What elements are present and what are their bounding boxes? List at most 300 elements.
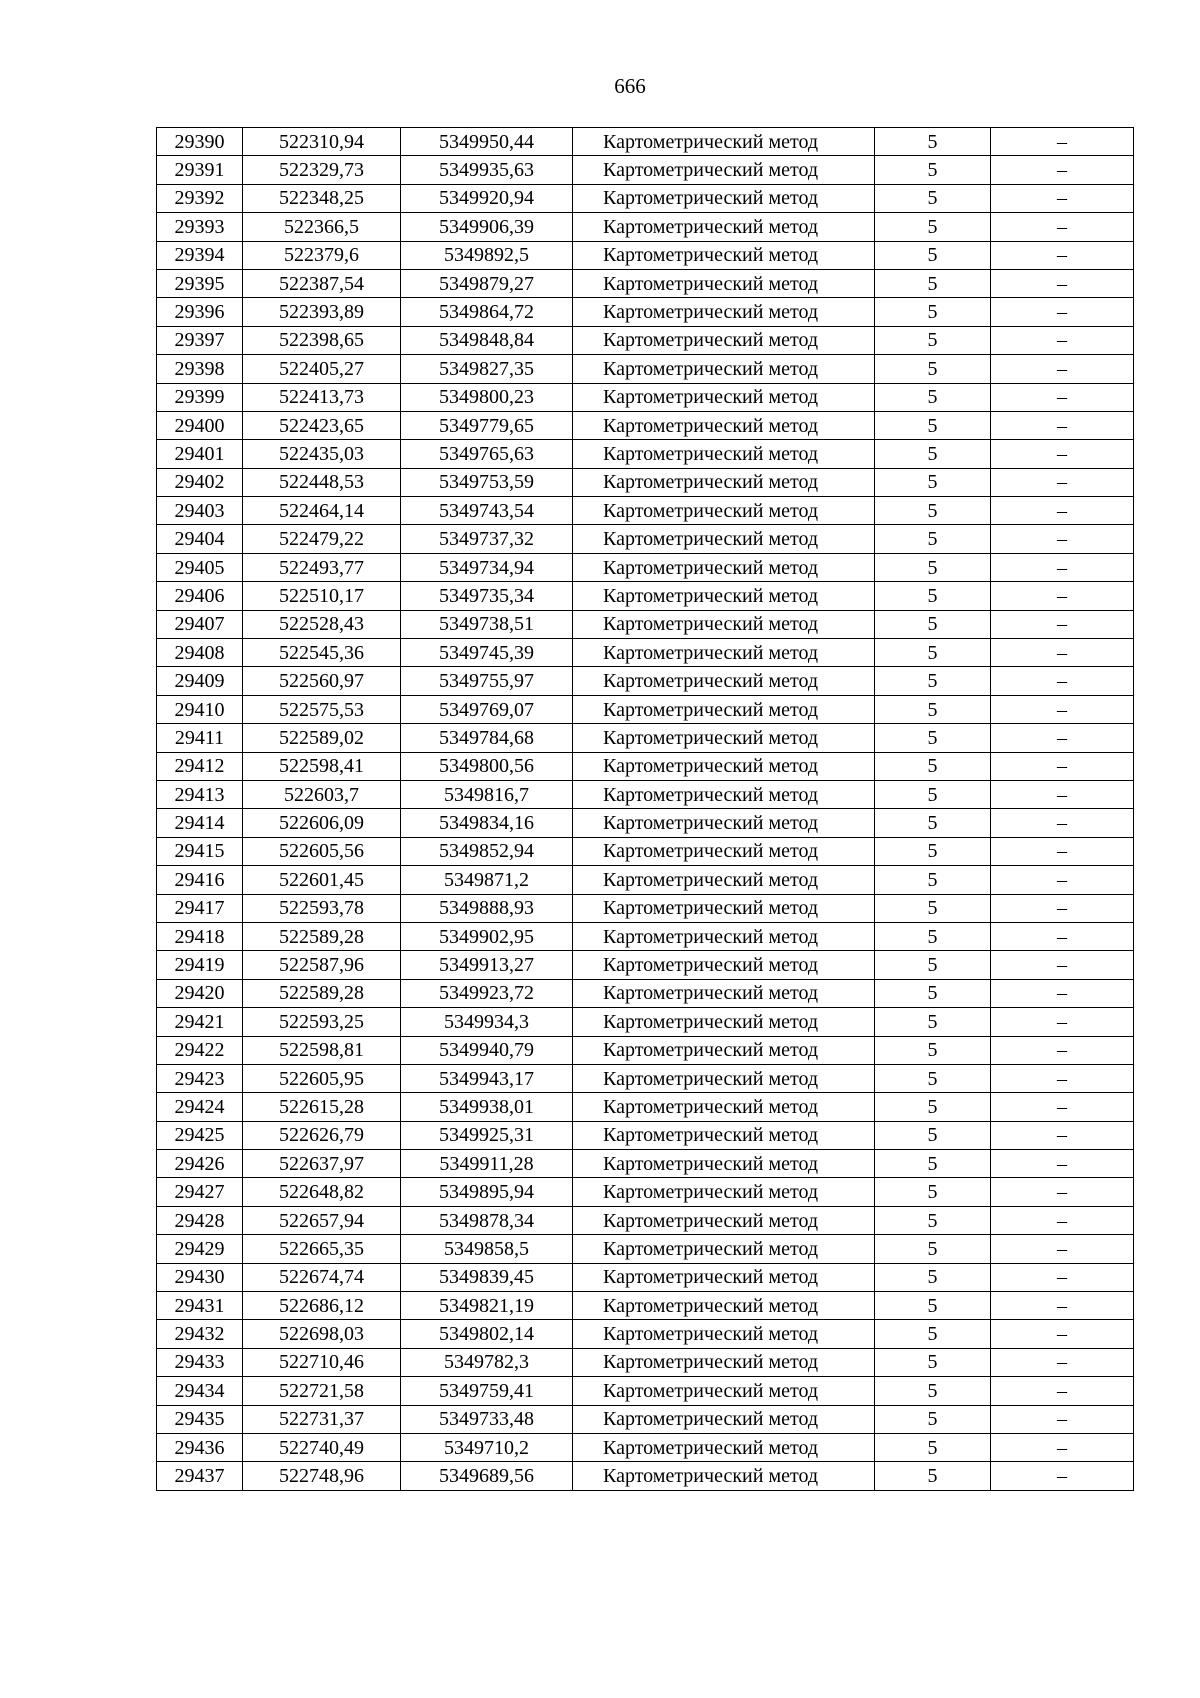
accuracy-cell: 5 [875, 525, 991, 553]
point-number-cell: 29431 [157, 1292, 243, 1320]
method-cell: Картометрический метод [573, 667, 875, 695]
table-row [157, 866, 1134, 894]
accuracy-cell: 5 [875, 241, 991, 269]
method-cell: Картометрический метод [573, 525, 875, 553]
method-cell: Картометрический метод [573, 951, 875, 979]
coordinate-x-cell: 522310,94 [243, 128, 401, 156]
coordinate-x-cell: 522423,65 [243, 411, 401, 439]
coordinate-x-cell: 522593,25 [243, 1008, 401, 1036]
method-cell: Картометрический метод [573, 1320, 875, 1348]
accuracy-cell: 5 [875, 440, 991, 468]
coordinate-x-cell: 522721,58 [243, 1377, 401, 1405]
table-row [157, 213, 1134, 241]
coordinate-y-cell: 5349920,94 [401, 184, 573, 212]
point-number-cell: 29426 [157, 1150, 243, 1178]
method-cell: Картометрический метод [573, 411, 875, 439]
table-row [157, 1405, 1134, 1433]
accuracy-cell: 5 [875, 1433, 991, 1461]
method-cell: Картометрический метод [573, 269, 875, 297]
coordinate-y-cell: 5349923,72 [401, 979, 573, 1007]
point-number-cell: 29400 [157, 411, 243, 439]
note-cell: – [991, 525, 1134, 553]
table-row [157, 1150, 1134, 1178]
accuracy-cell: 5 [875, 128, 991, 156]
coordinate-y-cell: 5349710,2 [401, 1433, 573, 1461]
table-row [157, 582, 1134, 610]
point-number-cell: 29409 [157, 667, 243, 695]
accuracy-cell: 5 [875, 866, 991, 894]
coordinate-y-cell: 5349755,97 [401, 667, 573, 695]
table-row [157, 326, 1134, 354]
coordinate-y-cell: 5349765,63 [401, 440, 573, 468]
coordinate-x-cell: 522366,5 [243, 213, 401, 241]
accuracy-cell: 5 [875, 326, 991, 354]
coordinate-x-cell: 522731,37 [243, 1405, 401, 1433]
note-cell: – [991, 156, 1134, 184]
method-cell: Картометрический метод [573, 610, 875, 638]
coordinate-y-cell: 5349858,5 [401, 1235, 573, 1263]
accuracy-cell: 5 [875, 411, 991, 439]
accuracy-cell: 5 [875, 497, 991, 525]
note-cell: – [991, 1292, 1134, 1320]
accuracy-cell: 5 [875, 1377, 991, 1405]
coordinate-x-cell: 522674,74 [243, 1263, 401, 1291]
accuracy-cell: 5 [875, 553, 991, 581]
note-cell: – [991, 639, 1134, 667]
coordinate-x-cell: 522560,97 [243, 667, 401, 695]
method-cell: Картометрический метод [573, 128, 875, 156]
point-number-cell: 29421 [157, 1008, 243, 1036]
note-cell: – [991, 298, 1134, 326]
table-row [157, 411, 1134, 439]
point-number-cell: 29422 [157, 1036, 243, 1064]
note-cell: – [991, 1093, 1134, 1121]
coordinate-y-cell: 5349802,14 [401, 1320, 573, 1348]
accuracy-cell: 5 [875, 639, 991, 667]
coordinate-x-cell: 522348,25 [243, 184, 401, 212]
accuracy-cell: 5 [875, 809, 991, 837]
point-number-cell: 29417 [157, 894, 243, 922]
coordinate-y-cell: 5349940,79 [401, 1036, 573, 1064]
coordinate-x-cell: 522587,96 [243, 951, 401, 979]
point-number-cell: 29416 [157, 866, 243, 894]
coordinate-x-cell: 522598,81 [243, 1036, 401, 1064]
note-cell: – [991, 1064, 1134, 1092]
table-row [157, 809, 1134, 837]
table-row [157, 610, 1134, 638]
note-cell: – [991, 809, 1134, 837]
table-row [157, 1121, 1134, 1149]
coordinate-x-cell: 522379,6 [243, 241, 401, 269]
point-number-cell: 29412 [157, 752, 243, 780]
method-cell: Картометрический метод [573, 241, 875, 269]
accuracy-cell: 5 [875, 724, 991, 752]
coordinate-x-cell: 522575,53 [243, 695, 401, 723]
accuracy-cell: 5 [875, 1263, 991, 1291]
accuracy-cell: 5 [875, 468, 991, 496]
coordinate-x-cell: 522626,79 [243, 1121, 401, 1149]
table-row [157, 1320, 1134, 1348]
coordinate-y-cell: 5349784,68 [401, 724, 573, 752]
coordinate-y-cell: 5349879,27 [401, 269, 573, 297]
table-row [157, 979, 1134, 1007]
table-row [157, 1348, 1134, 1376]
accuracy-cell: 5 [875, 1008, 991, 1036]
point-number-cell: 29413 [157, 780, 243, 808]
coordinate-y-cell: 5349779,65 [401, 411, 573, 439]
point-number-cell: 29430 [157, 1263, 243, 1291]
coordinate-y-cell: 5349902,95 [401, 922, 573, 950]
point-number-cell: 29435 [157, 1405, 243, 1433]
coordinate-x-cell: 522710,46 [243, 1348, 401, 1376]
point-number-cell: 29406 [157, 582, 243, 610]
accuracy-cell: 5 [875, 1121, 991, 1149]
method-cell: Картометрический метод [573, 213, 875, 241]
point-number-cell: 29403 [157, 497, 243, 525]
accuracy-cell: 5 [875, 383, 991, 411]
coordinate-y-cell: 5349738,51 [401, 610, 573, 638]
method-cell: Картометрический метод [573, 1206, 875, 1234]
accuracy-cell: 5 [875, 1150, 991, 1178]
point-number-cell: 29433 [157, 1348, 243, 1376]
table-row [157, 639, 1134, 667]
point-number-cell: 29397 [157, 326, 243, 354]
note-cell: – [991, 468, 1134, 496]
note-cell: – [991, 1008, 1134, 1036]
coordinate-x-cell: 522493,77 [243, 553, 401, 581]
method-cell: Картометрический метод [573, 1433, 875, 1461]
coordinate-y-cell: 5349938,01 [401, 1093, 573, 1121]
coordinate-y-cell: 5349864,72 [401, 298, 573, 326]
note-cell: – [991, 610, 1134, 638]
coordinate-x-cell: 522598,41 [243, 752, 401, 780]
note-cell: – [991, 213, 1134, 241]
method-cell: Картометрический метод [573, 639, 875, 667]
coordinates-table-body [157, 128, 1134, 1491]
method-cell: Картометрический метод [573, 497, 875, 525]
coordinate-x-cell: 522603,7 [243, 780, 401, 808]
coordinate-x-cell: 522435,03 [243, 440, 401, 468]
coordinate-y-cell: 5349925,31 [401, 1121, 573, 1149]
method-cell: Картометрический метод [573, 780, 875, 808]
coordinate-x-cell: 522740,49 [243, 1433, 401, 1461]
method-cell: Картометрический метод [573, 1121, 875, 1149]
accuracy-cell: 5 [875, 979, 991, 1007]
table-row [157, 553, 1134, 581]
accuracy-cell: 5 [875, 1064, 991, 1092]
note-cell: – [991, 1405, 1134, 1433]
method-cell: Картометрический метод [573, 440, 875, 468]
point-number-cell: 29401 [157, 440, 243, 468]
note-cell: – [991, 1121, 1134, 1149]
method-cell: Картометрический метод [573, 866, 875, 894]
accuracy-cell: 5 [875, 1206, 991, 1234]
method-cell: Картометрический метод [573, 922, 875, 950]
note-cell: – [991, 695, 1134, 723]
table-row [157, 922, 1134, 950]
note-cell: – [991, 951, 1134, 979]
note-cell: – [991, 440, 1134, 468]
accuracy-cell: 5 [875, 1462, 991, 1490]
method-cell: Картометрический метод [573, 1292, 875, 1320]
coordinate-y-cell: 5349735,34 [401, 582, 573, 610]
coordinate-x-cell: 522593,78 [243, 894, 401, 922]
point-number-cell: 29414 [157, 809, 243, 837]
coordinate-y-cell: 5349906,39 [401, 213, 573, 241]
accuracy-cell: 5 [875, 780, 991, 808]
coordinate-x-cell: 522405,27 [243, 355, 401, 383]
table-row [157, 383, 1134, 411]
note-cell: – [991, 922, 1134, 950]
note-cell: – [991, 383, 1134, 411]
point-number-cell: 29411 [157, 724, 243, 752]
note-cell: – [991, 866, 1134, 894]
coordinate-y-cell: 5349892,5 [401, 241, 573, 269]
table-row [157, 1263, 1134, 1291]
point-number-cell: 29427 [157, 1178, 243, 1206]
coordinate-y-cell: 5349895,94 [401, 1178, 573, 1206]
coordinate-x-cell: 522637,97 [243, 1150, 401, 1178]
point-number-cell: 29437 [157, 1462, 243, 1490]
point-number-cell: 29399 [157, 383, 243, 411]
coordinate-x-cell: 522589,02 [243, 724, 401, 752]
method-cell: Картометрический метод [573, 837, 875, 865]
coordinate-x-cell: 522387,54 [243, 269, 401, 297]
coordinate-x-cell: 522615,28 [243, 1093, 401, 1121]
table-row [157, 780, 1134, 808]
coordinate-y-cell: 5349759,41 [401, 1377, 573, 1405]
table-row [157, 184, 1134, 212]
coordinate-y-cell: 5349733,48 [401, 1405, 573, 1433]
accuracy-cell: 5 [875, 355, 991, 383]
note-cell: – [991, 837, 1134, 865]
point-number-cell: 29398 [157, 355, 243, 383]
point-number-cell: 29429 [157, 1235, 243, 1263]
note-cell: – [991, 1263, 1134, 1291]
note-cell: – [991, 355, 1134, 383]
accuracy-cell: 5 [875, 922, 991, 950]
accuracy-cell: 5 [875, 1093, 991, 1121]
point-number-cell: 29419 [157, 951, 243, 979]
accuracy-cell: 5 [875, 1235, 991, 1263]
table-row [157, 1377, 1134, 1405]
coordinate-x-cell: 522605,56 [243, 837, 401, 865]
table-row [157, 355, 1134, 383]
accuracy-cell: 5 [875, 951, 991, 979]
method-cell: Картометрический метод [573, 1235, 875, 1263]
accuracy-cell: 5 [875, 298, 991, 326]
note-cell: – [991, 752, 1134, 780]
table-row [157, 724, 1134, 752]
note-cell: – [991, 1320, 1134, 1348]
table-row [157, 156, 1134, 184]
coordinate-y-cell: 5349934,3 [401, 1008, 573, 1036]
coordinate-x-cell: 522665,35 [243, 1235, 401, 1263]
coordinate-y-cell: 5349911,28 [401, 1150, 573, 1178]
note-cell: – [991, 269, 1134, 297]
method-cell: Картометрический метод [573, 1008, 875, 1036]
coordinate-y-cell: 5349821,19 [401, 1292, 573, 1320]
table-row [157, 1064, 1134, 1092]
note-cell: – [991, 553, 1134, 581]
table-row [157, 667, 1134, 695]
coordinate-y-cell: 5349737,32 [401, 525, 573, 553]
accuracy-cell: 5 [875, 582, 991, 610]
coordinate-y-cell: 5349848,84 [401, 326, 573, 354]
coordinate-x-cell: 522510,17 [243, 582, 401, 610]
coordinate-x-cell: 522589,28 [243, 922, 401, 950]
accuracy-cell: 5 [875, 1292, 991, 1320]
table-row [157, 1235, 1134, 1263]
method-cell: Картометрический метод [573, 1348, 875, 1376]
note-cell: – [991, 1462, 1134, 1490]
note-cell: – [991, 1036, 1134, 1064]
coordinate-x-cell: 522393,89 [243, 298, 401, 326]
coordinate-x-cell: 522464,14 [243, 497, 401, 525]
method-cell: Картометрический метод [573, 1093, 875, 1121]
accuracy-cell: 5 [875, 837, 991, 865]
table-row [157, 752, 1134, 780]
method-cell: Картометрический метод [573, 1178, 875, 1206]
coordinate-y-cell: 5349839,45 [401, 1263, 573, 1291]
page-number: 666 [614, 74, 646, 98]
coordinate-y-cell: 5349689,56 [401, 1462, 573, 1490]
method-cell: Картометрический метод [573, 326, 875, 354]
coordinate-x-cell: 522413,73 [243, 383, 401, 411]
method-cell: Картометрический метод [573, 355, 875, 383]
table-row [157, 1462, 1134, 1490]
table-row [157, 951, 1134, 979]
point-number-cell: 29395 [157, 269, 243, 297]
method-cell: Картометрический метод [573, 383, 875, 411]
point-number-cell: 29415 [157, 837, 243, 865]
point-number-cell: 29390 [157, 128, 243, 156]
coordinate-y-cell: 5349888,93 [401, 894, 573, 922]
note-cell: – [991, 724, 1134, 752]
accuracy-cell: 5 [875, 667, 991, 695]
accuracy-cell: 5 [875, 695, 991, 723]
note-cell: – [991, 979, 1134, 1007]
table-row [157, 298, 1134, 326]
table-row [157, 128, 1134, 156]
note-cell: – [991, 1235, 1134, 1263]
accuracy-cell: 5 [875, 1036, 991, 1064]
coordinate-y-cell: 5349913,27 [401, 951, 573, 979]
coordinate-x-cell: 522657,94 [243, 1206, 401, 1234]
coordinate-y-cell: 5349852,94 [401, 837, 573, 865]
table-row [157, 894, 1134, 922]
coordinate-x-cell: 522748,96 [243, 1462, 401, 1490]
method-cell: Картометрический метод [573, 894, 875, 922]
note-cell: – [991, 1348, 1134, 1376]
point-number-cell: 29428 [157, 1206, 243, 1234]
accuracy-cell: 5 [875, 269, 991, 297]
accuracy-cell: 5 [875, 1178, 991, 1206]
table-row [157, 1433, 1134, 1461]
point-number-cell: 29420 [157, 979, 243, 1007]
note-cell: – [991, 582, 1134, 610]
coordinate-y-cell: 5349871,2 [401, 866, 573, 894]
method-cell: Картометрический метод [573, 1377, 875, 1405]
method-cell: Картометрический метод [573, 298, 875, 326]
coordinate-x-cell: 522601,45 [243, 866, 401, 894]
coordinate-x-cell: 522448,53 [243, 468, 401, 496]
coordinate-y-cell: 5349827,35 [401, 355, 573, 383]
coordinate-y-cell: 5349834,16 [401, 809, 573, 837]
point-number-cell: 29418 [157, 922, 243, 950]
coordinate-y-cell: 5349769,07 [401, 695, 573, 723]
accuracy-cell: 5 [875, 156, 991, 184]
table-row [157, 525, 1134, 553]
note-cell: – [991, 241, 1134, 269]
coordinate-x-cell: 522329,73 [243, 156, 401, 184]
table-row [157, 1093, 1134, 1121]
coordinate-y-cell: 5349743,54 [401, 497, 573, 525]
coordinate-y-cell: 5349800,23 [401, 383, 573, 411]
table-row [157, 1178, 1134, 1206]
table-row [157, 468, 1134, 496]
coordinate-y-cell: 5349878,34 [401, 1206, 573, 1234]
table-row [157, 269, 1134, 297]
method-cell: Картометрический метод [573, 979, 875, 1007]
point-number-cell: 29425 [157, 1121, 243, 1149]
table-row [157, 1292, 1134, 1320]
accuracy-cell: 5 [875, 1405, 991, 1433]
table-row [157, 695, 1134, 723]
note-cell: – [991, 184, 1134, 212]
point-number-cell: 29392 [157, 184, 243, 212]
note-cell: – [991, 1433, 1134, 1461]
coordinate-y-cell: 5349816,7 [401, 780, 573, 808]
point-number-cell: 29405 [157, 553, 243, 581]
note-cell: – [991, 326, 1134, 354]
method-cell: Картометрический метод [573, 1462, 875, 1490]
method-cell: Картометрический метод [573, 724, 875, 752]
point-number-cell: 29396 [157, 298, 243, 326]
method-cell: Картометрический метод [573, 156, 875, 184]
coordinate-x-cell: 522545,36 [243, 639, 401, 667]
coordinate-y-cell: 5349800,56 [401, 752, 573, 780]
method-cell: Картометрический метод [573, 1405, 875, 1433]
note-cell: – [991, 128, 1134, 156]
note-cell: – [991, 667, 1134, 695]
point-number-cell: 29391 [157, 156, 243, 184]
coordinate-x-cell: 522648,82 [243, 1178, 401, 1206]
coordinate-x-cell: 522606,09 [243, 809, 401, 837]
coordinate-x-cell: 522398,65 [243, 326, 401, 354]
coordinate-y-cell: 5349753,59 [401, 468, 573, 496]
coordinate-y-cell: 5349745,39 [401, 639, 573, 667]
coordinate-y-cell: 5349782,3 [401, 1348, 573, 1376]
accuracy-cell: 5 [875, 752, 991, 780]
note-cell: – [991, 780, 1134, 808]
coordinate-x-cell: 522698,03 [243, 1320, 401, 1348]
note-cell: – [991, 497, 1134, 525]
point-number-cell: 29402 [157, 468, 243, 496]
method-cell: Картометрический метод [573, 553, 875, 581]
table-row [157, 497, 1134, 525]
point-number-cell: 29410 [157, 695, 243, 723]
method-cell: Картометрический метод [573, 1036, 875, 1064]
note-cell: – [991, 1150, 1134, 1178]
method-cell: Картометрический метод [573, 809, 875, 837]
coordinate-x-cell: 522605,95 [243, 1064, 401, 1092]
method-cell: Картометрический метод [573, 1064, 875, 1092]
table-row [157, 1008, 1134, 1036]
method-cell: Картометрический метод [573, 184, 875, 212]
table-row [157, 440, 1134, 468]
point-number-cell: 29408 [157, 639, 243, 667]
